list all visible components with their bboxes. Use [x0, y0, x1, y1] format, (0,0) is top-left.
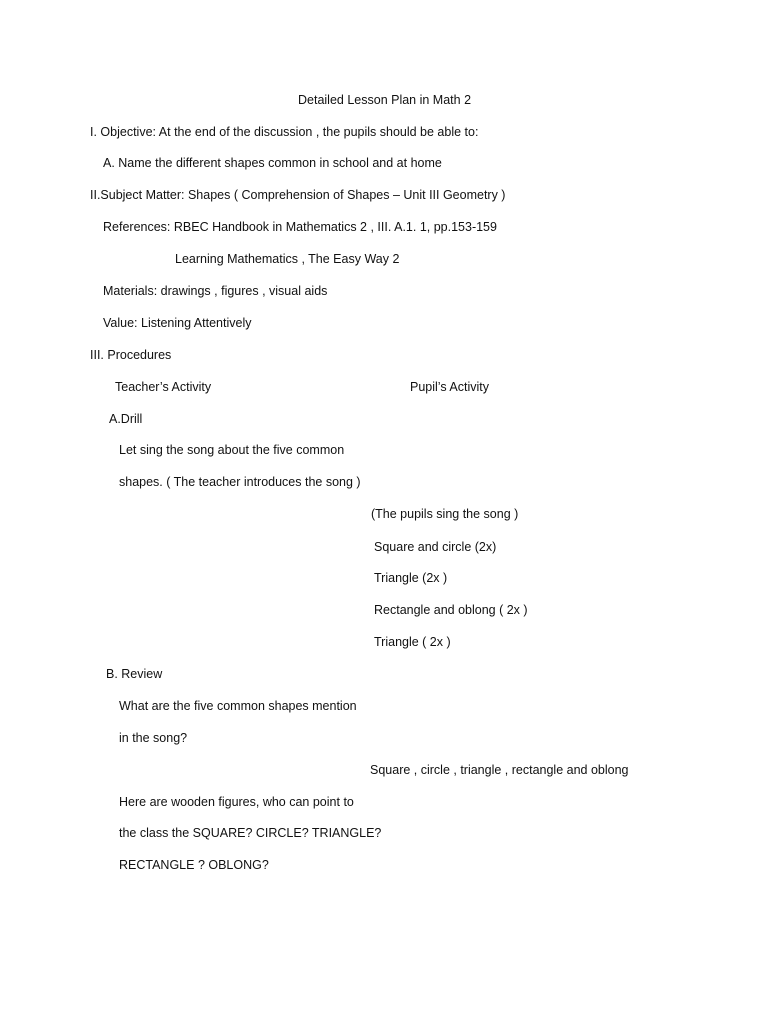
review-teacher-line-5: RECTANGLE ? OBLONG? [119, 858, 269, 872]
drill-heading: A.Drill [109, 412, 143, 426]
objective-item-a: A. Name the different shapes common in school and at home [103, 156, 442, 170]
pupil-activity-header: Pupil’s Activity [410, 380, 489, 394]
materials-line: Materials: drawings , figures , visual aids [103, 284, 328, 298]
teacher-activity-header: Teacher’s Activity [115, 380, 212, 394]
references-line: References: RBEC Handbook in Mathematics 2 , III. A.1. 1, pp.153-159 [103, 220, 497, 234]
review-teacher-line-2: in the song? [119, 731, 188, 745]
drill-pupil-line-4: Rectangle and oblong ( 2x ) [374, 603, 528, 617]
objective-heading: I. Objective: At the end of the discussion , the pupils should be able to: [90, 125, 479, 139]
drill-teacher-line-1: Let sing the song about the five common [119, 443, 345, 457]
subject-matter-heading: II.Subject Matter: Shapes ( Comprehension of Shapes – Unit III Geometry ) [90, 188, 506, 202]
review-teacher-line-1: What are the five common shapes mention [119, 699, 357, 713]
procedures-heading: III. Procedures [90, 348, 172, 362]
drill-pupil-line-5: Triangle ( 2x ) [374, 635, 451, 649]
document-title: Detailed Lesson Plan in Math 2 [298, 93, 472, 107]
review-heading: B. Review [106, 667, 163, 681]
drill-teacher-line-2: shapes. ( The teacher introduces the song ) [119, 475, 361, 489]
review-teacher-line-3: Here are wooden figures, who can point to [119, 795, 354, 809]
review-pupil-answer: Square , circle , triangle , rectangle and oblong [370, 763, 629, 777]
drill-pupil-line-1: (The pupils sing the song ) [371, 507, 519, 521]
drill-pupil-line-3: Triangle (2x ) [374, 571, 448, 585]
drill-pupil-line-2: Square and circle (2x) [374, 540, 497, 554]
references-line-2: Learning Mathematics , The Easy Way 2 [175, 252, 400, 266]
value-line: Value: Listening Attentively [103, 316, 252, 330]
review-teacher-line-4: the class the SQUARE? CIRCLE? TRIANGLE? [119, 826, 382, 840]
